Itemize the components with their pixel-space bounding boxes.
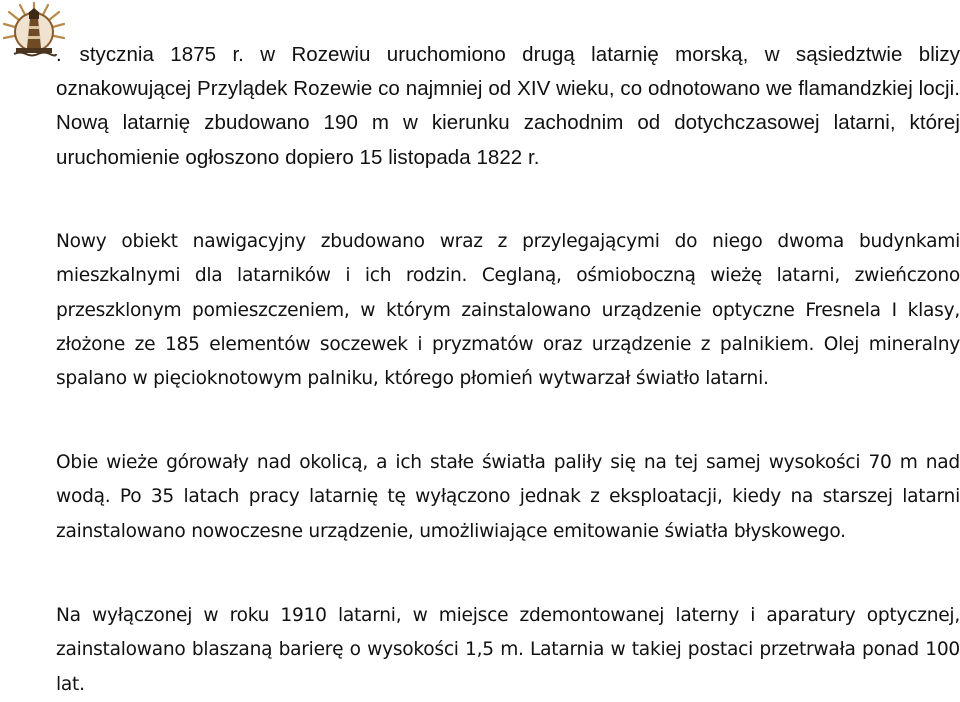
- paragraph-2: Nowy obiekt nawigacyjny zbudowano wraz z przylegającymi do niego dwoma budynkami mieszkalnymi dla latarników i ich rodzin. Ceglaną, ośmioboczną wieżę latarni, zwieńczono przeszklonym pomieszczeniem, w którym zainstalowano urządzenie optyczne Fresnela I klasy, złożone ze 185 elementów soczewek i pryzmatów oraz urządzenie z palnikiem. Olej mineralny spalano w pięcioknotowym palniku, którego płomień wytwarzał światło latarni.: [56, 231, 960, 390]
- paragraph-1-lead: .: [56, 43, 62, 66]
- paragraph-1: [56, 38, 960, 175]
- paragraph-4: Na wyłączonej w roku 1910 latarni, w miejsce zdemontowanej laterny i aparatury optycznej, zainstalowano blaszaną barierę o wysokości 1,5 m. Latarnia w takiej postaci przetrwała ponad 100 lat.: [56, 605, 960, 695]
- paragraph-3: Obie wieże górowały nad okolicą, a ich stałe światła paliły się na tej samej wysokości 70 m nad wodą. Po 35 latach pracy latarnię tę wyłączono jednak z eksploatacji, kiedy na starszej latarni zainstalowano nowoczesne urządzenie, umożliwiające emitowanie światła błyskowego.: [56, 452, 960, 542]
- paragraph-1-text: stycznia 1875 r. w Rozewiu uruchomiono drugą latarnię morską, w sąsiedztwie blizy oznakowującej Przylądek Rozewie co najmniej od XIV wieku, co odnotowano we flamandzkiej locji. Nową latarnię zbudowano 190 m w kierunku zachodnim od dotychczasowej latarni, której uruchomienie ogłoszono dopiero 15 listopada 1822 r.: [56, 43, 960, 169]
